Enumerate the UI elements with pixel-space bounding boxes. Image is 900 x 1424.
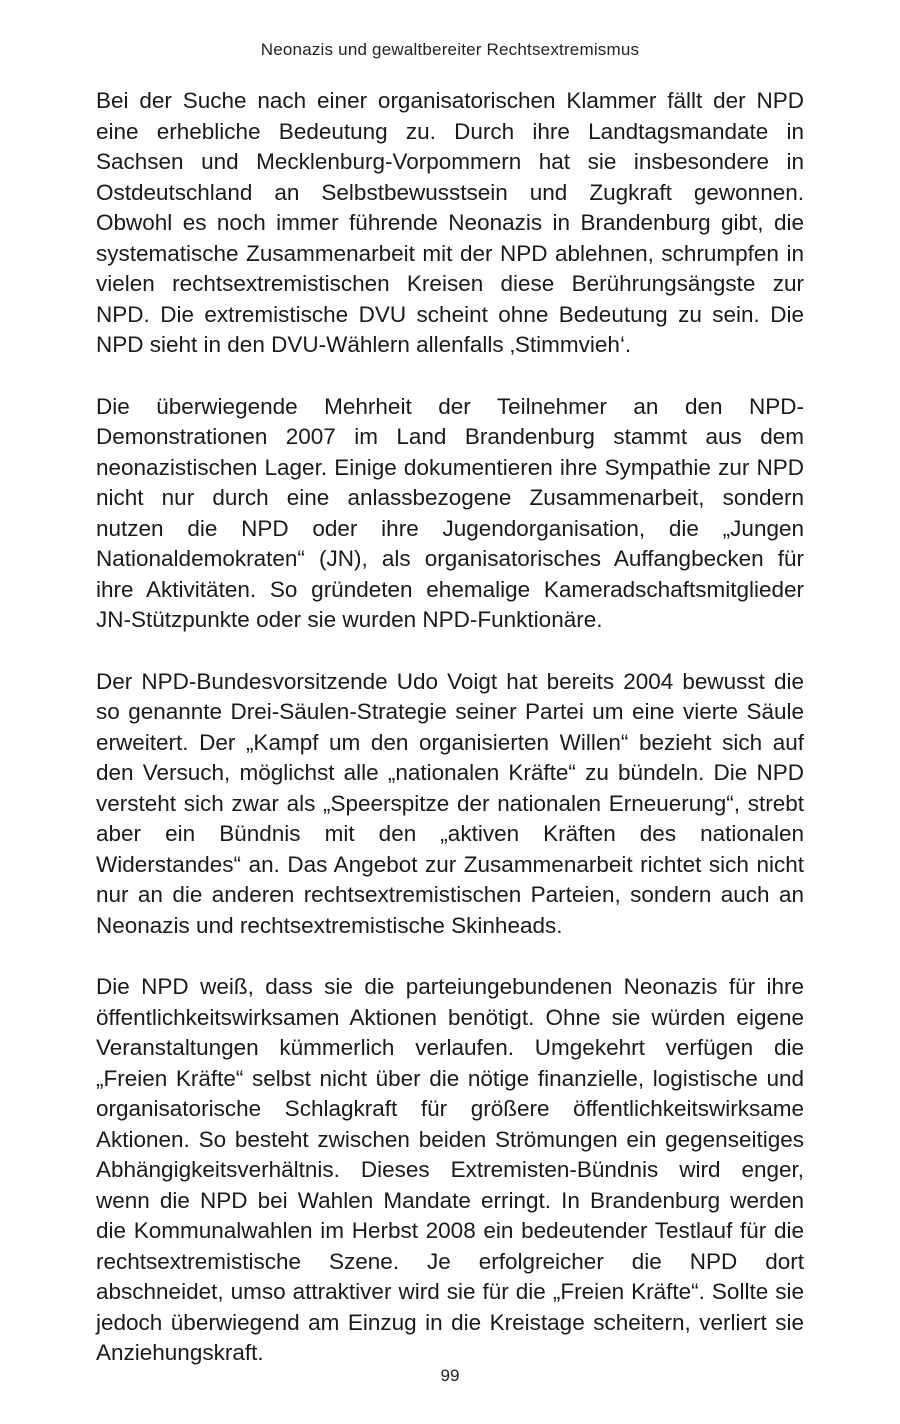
paragraph-4: Die NPD weiß, dass sie die parteiungebundenen Neonazis für ihre öffentlichkeitswirksamen Aktionen benötigt. Ohne sie würden eigene Veranstaltungen kümmerlich verlaufen. Umgekehrt verfügen die „Freien Kräfte“ selbst nicht über die nötige finanzielle, logistische und organisatorische Schlagkraft für größere öffentlichkeitswirksame Aktionen. So besteht zwischen beiden Strömungen ein gegenseitiges Abhängigkeitsverhältnis. Dieses Extremisten-Bündnis wird enger, wenn die NPD bei Wahlen Mandate erringt. In Brandenburg werden die Kommunalwahlen im Herbst 2008 ein bedeutender Testlauf für die rechtsextremistische Szene. Je erfolgreicher die NPD dort abschneidet, umso attraktiver wird sie für die „Freien Kräfte“. Sollte sie jedoch überwiegend am Einzug in die Kreistage scheitern, verliert sie Anziehungskraft. xyxy=(96,974,804,1365)
paragraph-1: Bei der Suche nach einer organisatorischen Klammer fällt der NPD eine erhebliche Bedeutung zu. Durch ihre Landtagsmandate in Sachsen und Mecklenburg-Vorpommern hat sie insbesondere in Ostdeutschland an Selbstbewusstsein und Zugkraft gewonnen. Obwohl es noch immer führende Neonazis in Brandenburg gibt, die systematische Zusammenarbeit mit der NPD ablehnen, schrumpfen in vielen rechtsextremistischen Kreisen diese Berührungsängste zur NPD. Die extremistische DVU scheint ohne Bedeutung zu sein. Die NPD sieht in den DVU-Wählern allenfalls ‚Stimmvieh‘. xyxy=(96,88,804,357)
page-number: 99 xyxy=(440,1366,460,1385)
paragraph-3: Der NPD-Bundesvorsitzende Udo Voigt hat bereits 2004 bewusst die so genannte Drei-Säulen-Strategie seiner Partei um eine vierte Säule erweitert. Der „Kampf um den organisierten Willen“ bezieht sich auf den Versuch, möglichst alle „nationalen Kräfte“ zu bündeln. Die NPD versteht sich zwar als „Speerspitze der nationalen Erneuerung“, strebt aber ein Bündnis mit den „aktiven Kräften des nationalen Widerstandes“ an. Das Angebot zur Zusammenarbeit richtet sich nicht nur an die anderen rechtsextremistischen Parteien, sondern auch an Neonazis und rechtsextremistische Skinheads. xyxy=(96,668,804,938)
paragraph-2: Die überwiegende Mehrheit der Teilnehmer an den NPD-Demonstrationen 2007 im Land Brandenburg stammt aus dem neonazistischen Lager. Einige dokumentieren ihre Sympathie zur NPD nicht nur durch eine anlassbezogene Zusammenarbeit, sondern nutzen die NPD oder ihre Jugendorganisation, die „Jungen Nationaldemokraten“ (JN), als organisatorisches Auffangbecken für ihre Aktivitäten. So gründeten ehemalige Kameradschaftsmitglieder JN-Stützpunkte oder sie wurden NPD-Funktionäre. xyxy=(96,393,804,632)
running-header: Neonazis und gewaltbereiter Rechtsextremismus xyxy=(260,40,640,59)
body-text xyxy=(96,86,804,1369)
